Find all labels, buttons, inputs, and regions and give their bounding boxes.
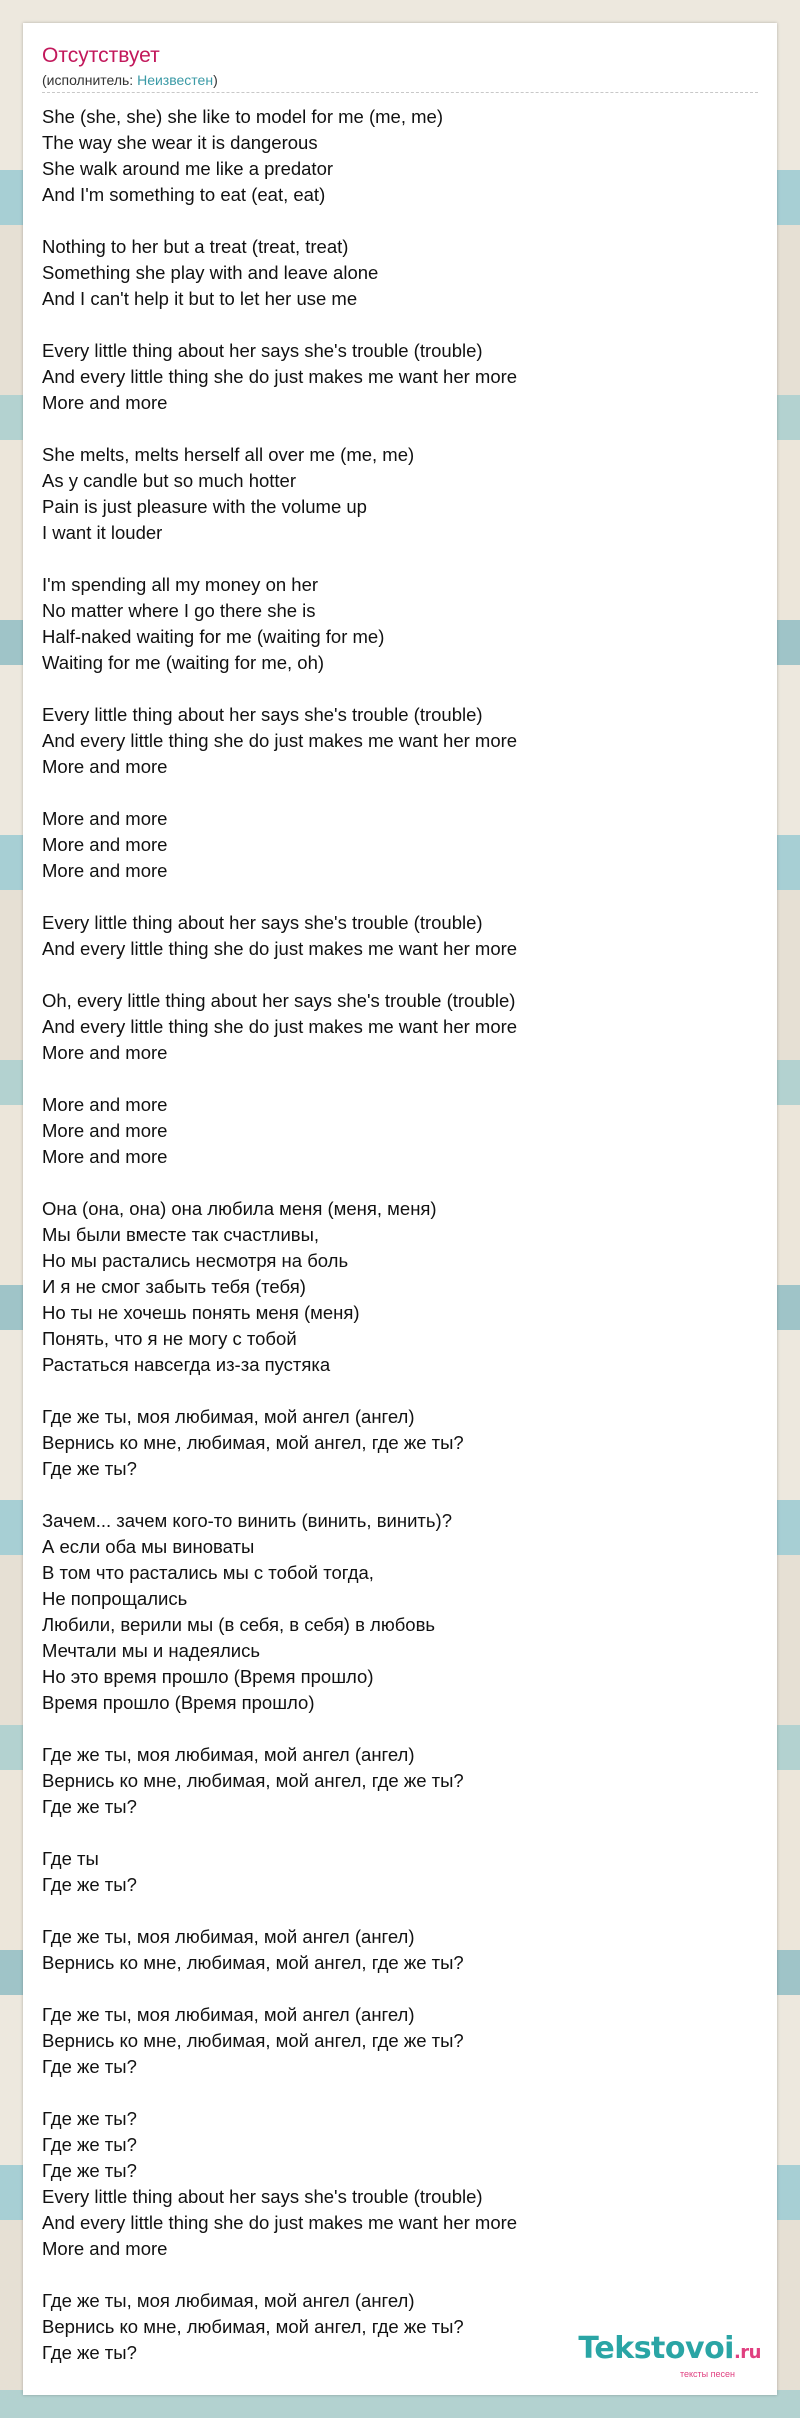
lyrics-line: Где же ты? (42, 1874, 137, 1895)
artist-line (42, 71, 218, 89)
lyrics-line: Время прошло (Время прошло) (42, 1692, 315, 1713)
lyrics-line: Растаться навсегда из-за пустяка (42, 1354, 331, 1375)
lyrics-line: Зачем... зачем кого-то винить (винить, винить)? (42, 1510, 452, 1531)
lyrics-line: As y candle but so much hotter (42, 470, 296, 491)
lyrics-line: Но мы растались несмотря на боль (42, 1250, 349, 1271)
lyrics-line: Pain is just pleasure with the volume up (42, 496, 367, 517)
lyrics-line: Где же ты? (42, 2056, 137, 2077)
lyrics-stanza (42, 2106, 758, 2262)
lyrics-line: Где же ты? (42, 1796, 137, 1817)
lyrics-stanza (42, 1924, 758, 1976)
lyrics-line: Waiting for me (waiting for me, oh) (42, 652, 325, 673)
lyrics-stanza (42, 1196, 758, 1378)
site-logo[interactable] (578, 2333, 761, 2379)
lyrics-line: I'm spending all my money on her (42, 574, 319, 595)
lyrics-line: Every little thing about her says she's trouble (trouble) (42, 704, 483, 725)
lyrics-line: Где же ты? (42, 2134, 137, 2155)
lyrics-line: Где же ты, моя любимая, мой ангел (ангел) (42, 2004, 415, 2025)
lyrics-line: She (she, she) she like to model for me (me, me) (42, 106, 443, 127)
lyrics-line: And every little thing she do just makes me want her more (42, 938, 518, 959)
lyrics-line: Где ты (42, 1848, 99, 1869)
lyrics-line: She melts, melts herself all over me (me, me) (42, 444, 415, 465)
lyrics-line: She walk around me like a predator (42, 158, 334, 179)
lyrics-line: Nothing to her but a treat (treat, treat) (42, 236, 349, 257)
lyrics-line: Она (она, она) она любила меня (меня, меня) (42, 1198, 437, 1219)
title-divider (42, 92, 758, 93)
lyrics-stanza (42, 2002, 758, 2080)
lyrics-text (42, 104, 758, 2392)
lyrics-line: Half-naked waiting for me (waiting for me) (42, 626, 385, 647)
lyrics-line: Вернись ко мне, любимая, мой ангел, где же ты? (42, 2316, 464, 2337)
lyrics-stanza (42, 1846, 758, 1898)
lyrics-line: More and more (42, 834, 168, 855)
lyrics-line: Где же ты? (42, 2342, 137, 2363)
lyrics-line: More and more (42, 756, 168, 777)
lyrics-line: Где же ты, моя любимая, мой ангел (ангел) (42, 2290, 415, 2311)
lyrics-stanza (42, 702, 758, 780)
lyrics-stanza (42, 338, 758, 416)
logo-tld: .ru (733, 2342, 761, 2363)
lyrics-line: Вернись ко мне, любимая, мой ангел, где же ты? (42, 1432, 464, 1453)
lyrics-card (23, 23, 777, 2395)
lyrics-line: And every little thing she do just makes me want her more (42, 1016, 518, 1037)
logo-name: Tekstovoi (578, 2331, 734, 2366)
lyrics-stanza (42, 1508, 758, 1716)
lyrics-line: Где же ты? (42, 2108, 137, 2129)
lyrics-line: Где же ты? (42, 1458, 137, 1479)
lyrics-stanza (42, 234, 758, 312)
lyrics-stanza (42, 572, 758, 676)
lyrics-line: Вернись ко мне, любимая, мой ангел, где же ты? (42, 1952, 464, 1973)
lyrics-line: More and more (42, 2238, 168, 2259)
lyrics-line: More and more (42, 808, 168, 829)
lyrics-line: Где же ты, моя любимая, мой ангел (ангел) (42, 1744, 415, 1765)
lyrics-line: Something she play with and leave alone (42, 262, 379, 283)
lyrics-stanza (42, 1404, 758, 1482)
lyrics-line: Вернись ко мне, любимая, мой ангел, где же ты? (42, 2030, 464, 2051)
logo-wordmark (578, 2333, 761, 2369)
lyrics-line: Вернись ко мне, любимая, мой ангел, где же ты? (42, 1770, 464, 1791)
lyrics-line: No matter where I go there she is (42, 600, 316, 621)
lyrics-line: More and more (42, 1146, 168, 1167)
artist-prefix: (исполнитель: (42, 72, 138, 88)
lyrics-line: Мы были вместе так счастливы, (42, 1224, 320, 1245)
lyrics-stanza (42, 910, 758, 962)
lyrics-line: More and more (42, 1042, 168, 1063)
lyrics-line: В том что растались мы с тобой тогда, (42, 1562, 374, 1583)
lyrics-line: Every little thing about her says she's trouble (trouble) (42, 340, 483, 361)
lyrics-line: More and more (42, 392, 168, 413)
lyrics-line: The way she wear it is dangerous (42, 132, 318, 153)
lyrics-line: Где же ты? (42, 2160, 137, 2181)
artist-link[interactable]: Неизвестен (137, 72, 214, 88)
lyrics-stanza (42, 1092, 758, 1170)
lyrics-line: Но это время прошло (Время прошло) (42, 1666, 374, 1687)
lyrics-line: I want it louder (42, 522, 163, 543)
lyrics-line: Любили, верили мы (в себя, в себя) в любовь (42, 1614, 436, 1635)
lyrics-stanza (42, 988, 758, 1066)
lyrics-line: And every little thing she do just makes me want her more (42, 730, 518, 751)
lyrics-stanza (42, 1742, 758, 1820)
lyrics-line: Где же ты, моя любимая, мой ангел (ангел) (42, 1406, 415, 1427)
lyrics-line: Oh, every little thing about her says she's trouble (trouble) (42, 990, 516, 1011)
lyrics-stanza (42, 806, 758, 884)
lyrics-line: And every little thing she do just makes me want her more (42, 366, 518, 387)
lyrics-line: More and more (42, 1094, 168, 1115)
lyrics-stanza (42, 104, 758, 208)
song-title: Отсутствует (42, 44, 160, 67)
lyrics-line: Но ты не хочешь понять меня (меня) (42, 1302, 360, 1323)
lyrics-line: Every little thing about her says she's trouble (trouble) (42, 2186, 483, 2207)
artist-suffix: ) (213, 72, 218, 88)
lyrics-line: Понять, что я не могу с тобой (42, 1328, 297, 1349)
lyrics-line: Мечтали мы и надеялись (42, 1640, 261, 1661)
lyrics-line: And I'm something to eat (eat, eat) (42, 184, 326, 205)
lyrics-line: More and more (42, 860, 168, 881)
lyrics-line: Every little thing about her says she's trouble (trouble) (42, 912, 483, 933)
logo-tagline: тексты песен (679, 2369, 735, 2379)
lyrics-line: Где же ты, моя любимая, мой ангел (ангел) (42, 1926, 415, 1947)
lyrics-line: И я не смог забыть тебя (тебя) (42, 1276, 306, 1297)
lyrics-stanza (42, 442, 758, 546)
lyrics-line: And I can't help it but to let her use me (42, 288, 358, 309)
lyrics-line: More and more (42, 1120, 168, 1141)
lyrics-line: А если оба мы виноваты (42, 1536, 255, 1557)
lyrics-line: Не попрощались (42, 1588, 188, 1609)
lyrics-line: And every little thing she do just makes me want her more (42, 2212, 518, 2233)
